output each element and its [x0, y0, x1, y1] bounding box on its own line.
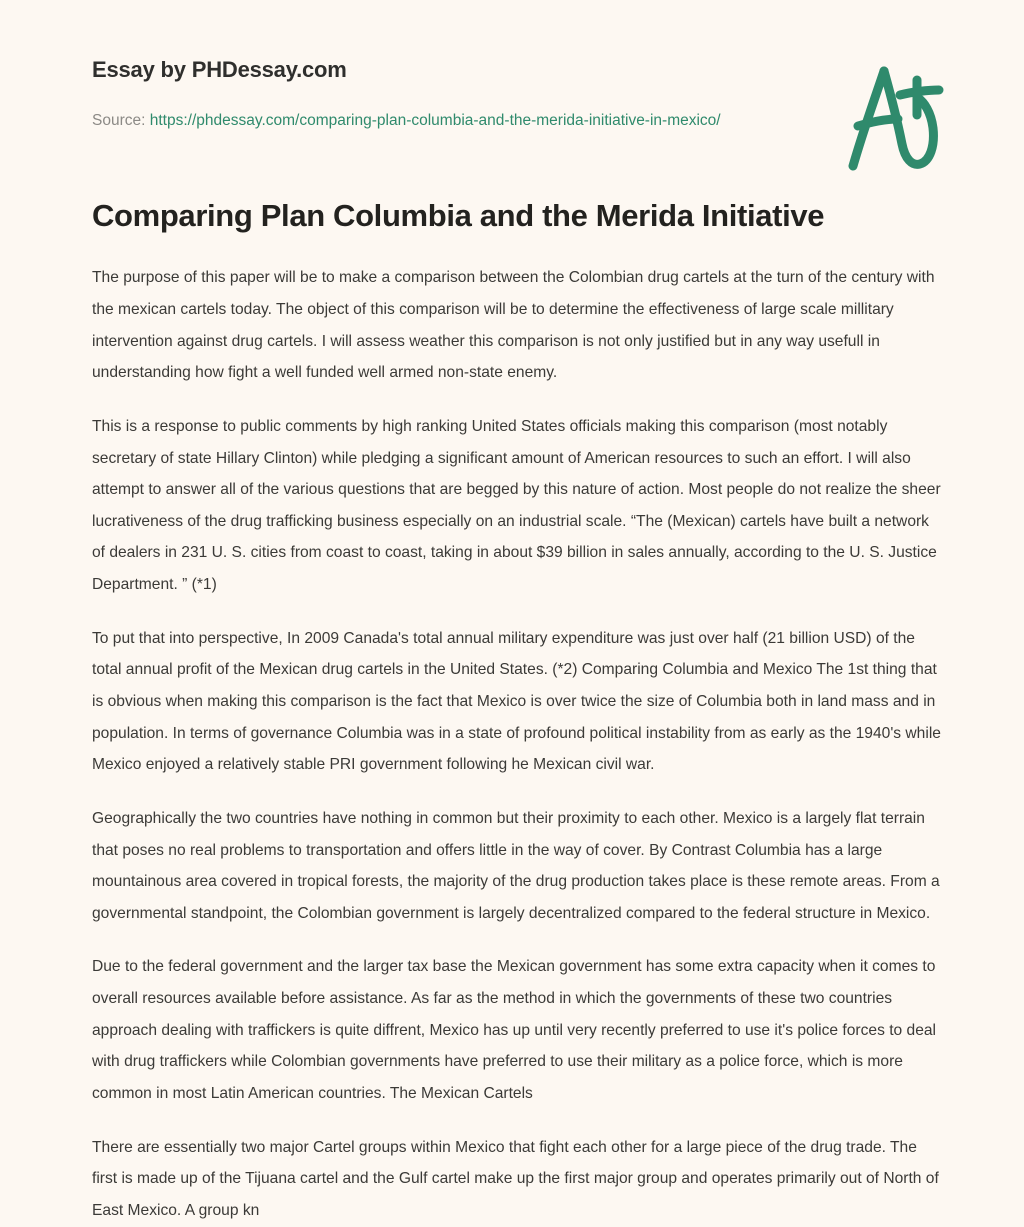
- aplus-logo-icon: [838, 62, 958, 180]
- aplus-logo-glyph: [838, 62, 958, 180]
- article-paragraph: There are essentially two major Cartel groups within Mexico that fight each other for a large piece of the drug trade. The first is made up of the Tijuana cartel and the Gulf cartel make up the first major group and operates primarily out of North of East Mexico. A group kn: [92, 1138, 939, 1219]
- article-body: [92, 262, 944, 1226]
- article-paragraph: The purpose of this paper will be to make a comparison between the Colombian drug cartels at the turn of the century with the mexican cartels today. The object of this comparison will be to determine the effectiveness of large scale millitary intervention against drug cartels. I will assess weather this comparison is not only justified but in any way usefull in understanding how fight a well funded well armed non-state enemy.: [92, 269, 935, 382]
- article-paragraph: This is a response to public comments by high ranking United States officials making this comparison (most notably secretary of state Hillary Clinton) while pledging a significant amount of American resources to such an effort. I will also attempt to answer all of the various questions that are begged by this nature of action. Most people do not realize the sheer lucrativeness of the drug trafficking business especially on an industrial scale. “The (Mexican) cartels have built a network of dealers in 231 U. S. cities from coast to coast, taking in about $39 billion in sales annually, according to the U. S. Justice Department. ” (*1): [92, 417, 941, 594]
- source-line: [92, 106, 752, 136]
- source-url-link[interactable]: https://phdessay.com/comparing-plan-columbia-and-the-merida-initiative-in-mexico/: [149, 111, 721, 129]
- brand-byline: Essay by PHDessay.com: [92, 57, 347, 82]
- article-paragraph: Due to the federal government and the larger tax base the Mexican government has some extra capacity when it comes to overall resources available before assistance. As far as the method in which the governments of these two countries approach dealing with traffickers is quite diffrent, Mexico has up until very recently preferred to use it's police forces to deal with drug traffickers while Colombian governments have preferred to use their military as a police force, which is more common in most Latin American countries. The Mexican Cartels: [92, 958, 937, 1103]
- page-title: Comparing Plan Columbia and the Merida Initiative: [92, 198, 825, 233]
- source-label: Source:: [92, 111, 146, 129]
- article-paragraph: Geographically the two countries have nothing in common but their proximity to each other. Mexico is a largely flat terrain that poses no real problems to transportation and offers little in the way of cover. By Contrast Columbia has a large mountainous area covered in tropical forests, the majority of the drug production takes place is these remote areas. From a governmental standpoint, the Colombian government is largely decentralized compared to the federal structure in Mexico.: [92, 809, 940, 922]
- article-paragraph: To put that into perspective, In 2009 Canada's total annual military expenditure was just over half (21 billion USD) of the total annual profit of the Mexican drug cartels in the United States. (*2) Comparing Columbia and Mexico The 1st thing that is obvious when making this comparison is the fact that Mexico is over twice the size of Columbia both in land mass and in population. In terms of governance Columbia was in a state of profound political instability from as early as the 1940's while Mexico enjoyed a relatively stable PRI government following he Mexican civil war.: [92, 629, 941, 774]
- article: [0, 196, 1024, 1227]
